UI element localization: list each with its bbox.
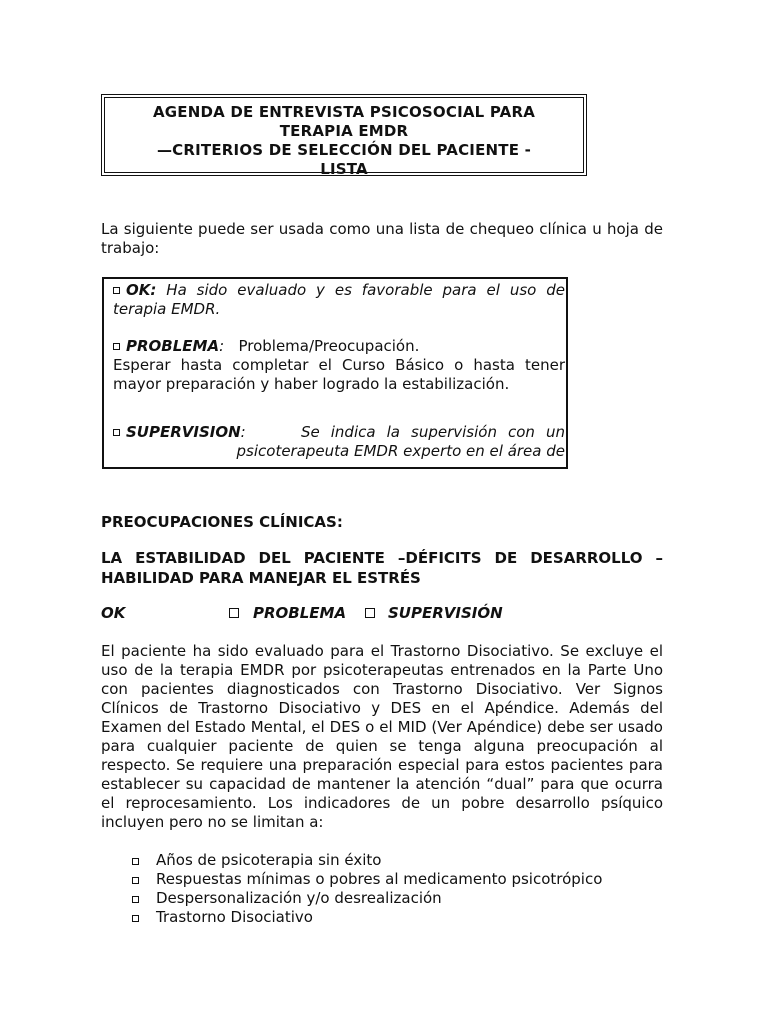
legend-supervision-text: Se indica la supervisión con un psicoterapeuta EMDR experto en el área de — [236, 423, 565, 460]
indicator-list — [130, 851, 602, 927]
subsection-heading: LA ESTABILIDAD DEL PACIENTE –DÉFICITS DE DESARROLLO – HABILIDAD PARA MANEJAR EL ESTRÉS — [101, 549, 663, 587]
list-item-text: Años de psicoterapia sin éxito — [156, 851, 382, 869]
legend-supervision-label: SUPERVISION — [126, 423, 241, 441]
legend-ok-text: Ha sido evaluado y es favorable para el uso de terapia EMDR. — [113, 281, 565, 318]
list-item — [130, 870, 602, 889]
legend-supervision-colon: : — [240, 423, 246, 441]
square-bullet-icon — [132, 896, 139, 903]
title-box — [101, 94, 587, 176]
checklist-row — [101, 604, 663, 626]
title-line-1: AGENDA DE ENTREVISTA PSICOSOCIAL PARA — [152, 103, 536, 121]
list-item — [130, 908, 602, 927]
legend-box — [102, 277, 568, 469]
body-paragraph: El paciente ha sido evaluado para el Trastorno Disociativo. Se excluye el uso de la terapia EMDR por psicoterapeutas entrenados en la Parte Uno con pacientes diagnosticados con Trastorno Disociativo. Ver Signos Clínicos de Trastorno Disociativo y DES en el Apéndice. Además del Examen del Estado Mental, el DES o el MID (Ver Apéndice) debe ser usado para cualquier paciente de quien se tenga alguna preocupación al respecto. Se requiere una preparación especial para estos pacientes para establecer su capacidad de mantener la atención “dual” para que ocurra el reprocesamiento. Los indicadores de un pobre desarrollo psíquico incluyen pero no se limitan a: — [101, 642, 663, 831]
list-item — [130, 851, 602, 870]
legend-problema-colon: : — [219, 337, 225, 355]
square-bullet-icon — [132, 858, 139, 865]
legend-supervision — [113, 423, 565, 461]
legend-ok — [113, 281, 565, 319]
list-item — [130, 889, 602, 908]
section-heading: PREOCUPACIONES CLÍNICAS: — [101, 513, 343, 531]
title-line-2: TERAPIA EMDR — [279, 122, 409, 140]
checkbox-icon[interactable] — [365, 608, 375, 618]
legend-problema-detail: Esperar hasta completar el Curso Básico o hasta tener mayor preparación y haber logrado la estabilización. — [113, 356, 565, 393]
legend-problema-text: Problema/Preocupación. — [238, 337, 420, 355]
list-item-text: Respuestas mínimas o pobres al medicamento psicotrópico — [156, 870, 603, 888]
legend-problema — [113, 337, 565, 356]
title-line-4: LISTA — [320, 160, 368, 178]
square-bullet-icon — [132, 877, 139, 884]
intro-text: La siguiente puede ser usada como una lista de chequeo clínica u hoja de trabajo: — [101, 220, 663, 257]
square-bullet-icon — [113, 287, 120, 294]
checklist-problema-label: PROBLEMA — [253, 604, 347, 622]
legend-problema-label: PROBLEMA — [126, 337, 220, 355]
title-line-3: —CRITERIOS DE SELECCIÓN DEL PACIENTE - — [156, 141, 532, 159]
checkbox-icon[interactable] — [229, 608, 239, 618]
square-bullet-icon — [113, 343, 120, 350]
checklist-ok-label: OK — [101, 604, 126, 622]
legend-ok-label: OK: — [126, 281, 157, 299]
square-bullet-icon — [113, 429, 120, 436]
list-item-text: Trastorno Disociativo — [156, 908, 313, 926]
square-bullet-icon — [132, 915, 139, 922]
list-item-text: Despersonalización y/o desrealización — [156, 889, 442, 907]
checklist-supervision-label: SUPERVISIÓN — [388, 604, 503, 622]
